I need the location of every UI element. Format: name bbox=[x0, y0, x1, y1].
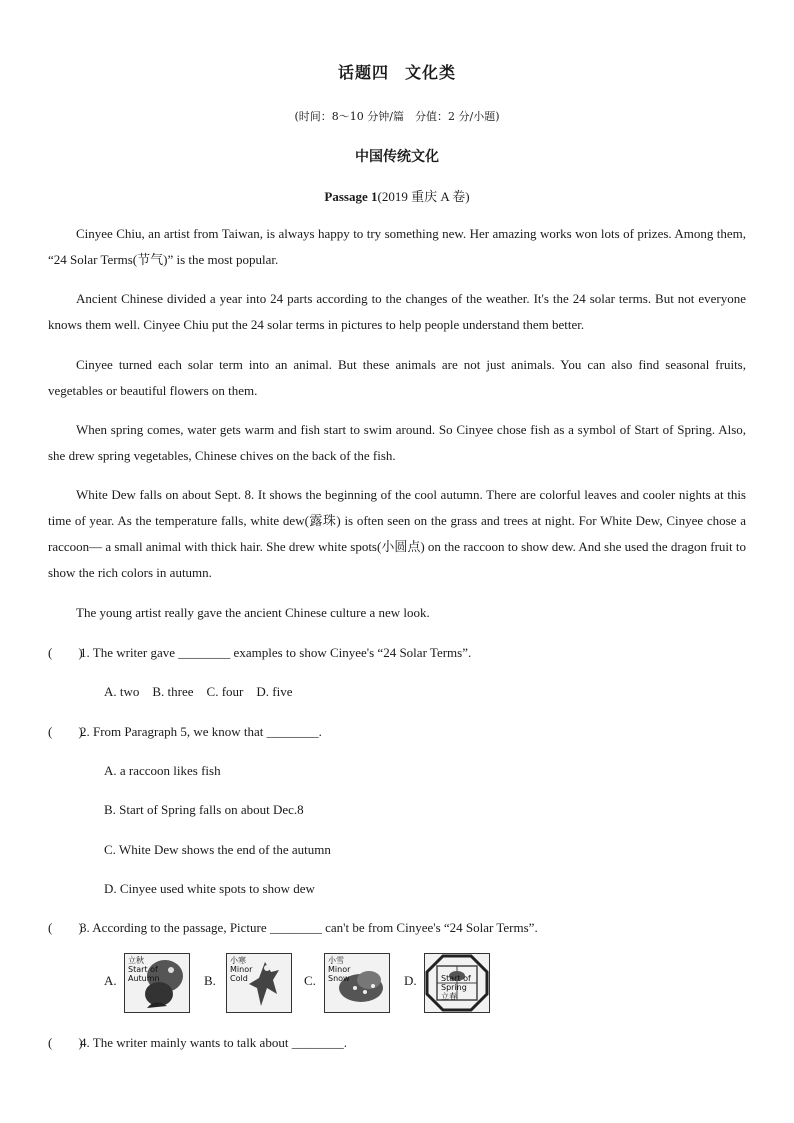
title-topic: 话题四 bbox=[337, 63, 389, 82]
question-2-option-c: C. White Dew shows the end of the autumn bbox=[104, 842, 331, 857]
question-2-option-b: B. Start of Spring falls on about Dec.8 bbox=[104, 802, 304, 817]
picture-c-letter: C. bbox=[304, 973, 316, 988]
answer-blank-3[interactable]: ( ) bbox=[48, 920, 83, 935]
picture-a-en2: Autumn bbox=[128, 974, 160, 983]
passage-label: Passage 1 bbox=[324, 189, 378, 204]
time-score-note: (时间：8～10 分钟/篇 分值：2 分/小题) bbox=[294, 110, 500, 123]
passage-heading bbox=[0, 186, 794, 205]
paragraph-2: Ancient Chinese divided a year into 24 parts according to the changes of the weather. It's the 24 solar terms. But not everyone knows them well. Cinyee Chiu put the 24 solar terms in pictures to help people understand them better. bbox=[48, 291, 746, 332]
picture-b-cn: 小寒 bbox=[230, 956, 246, 965]
picture-d-en2: Spring bbox=[441, 983, 467, 992]
question-4-text: 4. The writer mainly wants to talk about ________. bbox=[80, 1035, 347, 1050]
section-heading: 中国传统文化 bbox=[355, 149, 439, 165]
page-title bbox=[0, 60, 794, 83]
question-2-text: 2. From Paragraph 5, we know that ________. bbox=[80, 724, 322, 739]
question-1-text: 1. The writer gave ________ examples to show Cinyee's “24 Solar Terms”. bbox=[80, 645, 472, 660]
paragraph-3: Cinyee turned each solar term into an animal. But these animals are not just animals. You can also find seasonal fruits, vegetables or beautiful flowers on them. bbox=[48, 357, 746, 398]
paragraph-4: When spring comes, water gets warm and fish start to swim around. So Cinyee chose fish as a symbol of Start of Spring. Also, she drew spring vegetables, Chinese chives on the back of the fish. bbox=[48, 422, 746, 463]
answer-blank-2[interactable]: ( ) bbox=[48, 724, 83, 739]
picture-b-en1: Minor bbox=[230, 965, 253, 974]
picture-a-letter: A. bbox=[104, 973, 117, 988]
picture-c-cn: 小雪 bbox=[328, 956, 344, 965]
question-2 bbox=[48, 723, 746, 741]
picture-b-letter: B. bbox=[204, 973, 216, 988]
picture-a bbox=[124, 953, 190, 1013]
paragraph-6: The young artist really gave the ancient Chinese culture a new look. bbox=[76, 605, 430, 620]
question-2-option-d: D. Cinyee used white spots to show dew bbox=[104, 881, 315, 896]
picture-a-cn: 立秋 bbox=[128, 956, 144, 965]
picture-options bbox=[104, 953, 524, 1013]
title-category: 文化类 bbox=[405, 63, 457, 82]
question-3-text: 3. According to the passage, Picture ________ can't be from Cinyee's “24 Solar Terms”. bbox=[80, 920, 538, 935]
passage-source: (2019 重庆 A 卷) bbox=[377, 189, 470, 204]
question-3 bbox=[48, 919, 746, 937]
picture-d-cn: 立春 bbox=[441, 992, 457, 1001]
answer-blank-1[interactable]: ( ) bbox=[48, 645, 83, 660]
picture-c-en2: Snow bbox=[328, 974, 350, 983]
picture-b-en2: Cold bbox=[230, 974, 248, 983]
question-1-options: A. two B. three C. four D. five bbox=[104, 684, 293, 699]
paragraph-5: White Dew falls on about Sept. 8. It shows the beginning of the cool autumn. There are colorful leaves and cooler nights at this time of year. As the temperature falls, white dew(露珠) is often seen on the grass and trees at night. For White Dew, Cinyee chose a raccoon— a small animal with thick hair. She drew white spots(小圆点) on the raccoon to show dew. And she used the dragon fruit to show the rich colors in autumn. bbox=[48, 487, 746, 580]
paragraph-1: Cinyee Chiu, an artist from Taiwan, is always happy to try something new. Her amazing works won lots of prizes. Among them, “24 Solar Terms(节气)” is the most popular. bbox=[48, 226, 746, 267]
answer-blank-4[interactable]: ( ) bbox=[48, 1035, 83, 1050]
picture-c-en1: Minor bbox=[328, 965, 351, 974]
question-4 bbox=[48, 1034, 746, 1052]
question-1 bbox=[48, 644, 746, 662]
picture-d-en1: Start of bbox=[441, 974, 471, 983]
picture-b bbox=[226, 953, 292, 1013]
picture-d bbox=[424, 953, 490, 1013]
picture-c bbox=[324, 953, 390, 1013]
picture-d-letter: D. bbox=[404, 973, 417, 988]
question-2-option-a: A. a raccoon likes fish bbox=[104, 763, 221, 778]
picture-a-en1: Start of bbox=[128, 965, 158, 974]
